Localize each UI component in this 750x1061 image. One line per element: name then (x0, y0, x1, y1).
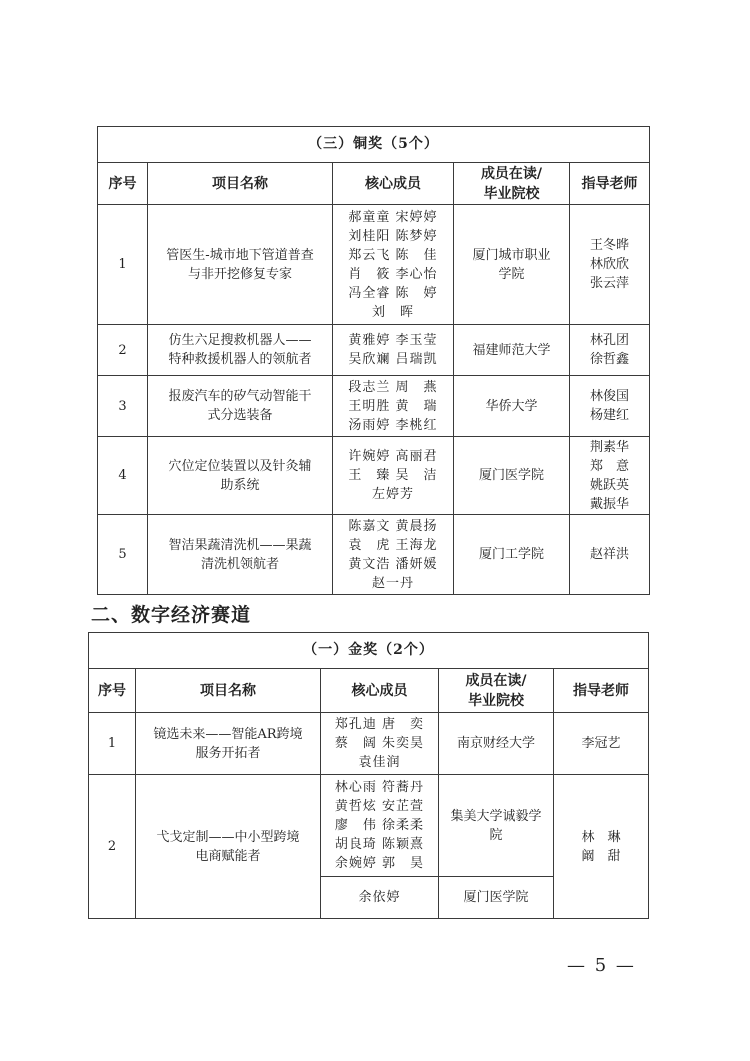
cell-advisor: 李冠艺 (554, 713, 649, 775)
gold-award-table (88, 632, 649, 919)
header-school: 成员在读/ 毕业院校 (454, 163, 570, 205)
cell-advisor: 林 琳 阚 甜 (554, 775, 649, 919)
cell-project: 镜选未来——智能AR跨境 服务开拓者 (136, 713, 321, 775)
cell-seq: 2 (89, 775, 136, 919)
cell-seq: 2 (98, 325, 148, 376)
cell-members: 黄雅婷 李玉莹 吴欣斓 吕瑞凯 (333, 325, 454, 376)
table-row (89, 775, 649, 877)
table-row (89, 713, 649, 775)
cell-school: 厦门工学院 (454, 515, 570, 595)
cell-project: 仿生六足搜救机器人—— 特种救援机器人的领航者 (148, 325, 333, 376)
cell-school: 集美大学诚毅学 院 (439, 775, 554, 877)
cell-school: 华侨大学 (454, 376, 570, 437)
cell-project: 弋戈定制——中小型跨境 电商赋能者 (136, 775, 321, 919)
cell-advisor: 赵祥洪 (570, 515, 650, 595)
cell-seq: 4 (98, 437, 148, 515)
table-caption: （一）金奖（2个） (89, 633, 649, 669)
table-row (98, 205, 650, 325)
cell-project: 智洁果蔬清洗机——果蔬 清洗机领航者 (148, 515, 333, 595)
cell-advisor: 林俊国 杨建红 (570, 376, 650, 437)
cell-project: 穴位定位装置以及针灸辅 助系统 (148, 437, 333, 515)
header-project: 项目名称 (136, 669, 321, 713)
cell-advisor: 林孔团 徐哲鑫 (570, 325, 650, 376)
header-members: 核心成员 (321, 669, 439, 713)
section-heading: 二、数字经济赛道 (91, 604, 252, 626)
cell-school: 厦门医学院 (454, 437, 570, 515)
header-seq: 序号 (98, 163, 148, 205)
header-advisor: 指导老师 (570, 163, 650, 205)
cell-project: 管医生-城市地下管道普查 与非开挖修复专家 (148, 205, 333, 325)
cell-seq: 1 (89, 713, 136, 775)
cell-members: 余依婷 (321, 877, 439, 919)
cell-members: 陈嘉文 黄晨扬 袁 虎 王海龙 黄文浩 潘妍媛 赵一丹 (333, 515, 454, 595)
cell-school: 厦门医学院 (439, 877, 554, 919)
cell-seq: 1 (98, 205, 148, 325)
cell-members: 郝童童 宋婷婷 刘桂阳 陈梦婷 郑云飞 陈 佳 肖 筱 李心怡 冯全睿 陈 婷 刘 晖 (333, 205, 454, 325)
cell-school: 福建师范大学 (454, 325, 570, 376)
header-project: 项目名称 (148, 163, 333, 205)
table-row (98, 437, 650, 515)
header-school: 成员在读/ 毕业院校 (439, 669, 554, 713)
cell-project: 报废汽车的矽气动智能干 式分选装备 (148, 376, 333, 437)
header-members: 核心成员 (333, 163, 454, 205)
header-seq: 序号 (89, 669, 136, 713)
table-caption: （三）铜奖（5个） (98, 127, 650, 163)
cell-school: 厦门城市职业 学院 (454, 205, 570, 325)
cell-advisor: 荆素华 郑 意 姚跃英 戴振华 (570, 437, 650, 515)
cell-members: 许婉婷 高丽君 王 臻 吴 洁 左婷芳 (333, 437, 454, 515)
cell-members: 段志兰 周 燕 王明胜 黄 瑞 汤雨婷 李桃红 (333, 376, 454, 437)
cell-school: 南京财经大学 (439, 713, 554, 775)
bronze-award-table (97, 126, 650, 595)
cell-seq: 3 (98, 376, 148, 437)
table-row (98, 376, 650, 437)
page-number: — 5 — (567, 955, 636, 976)
header-advisor: 指导老师 (554, 669, 649, 713)
cell-members: 林心雨 符蕎丹 黄哲炫 安芷萱 廖 伟 徐柔柔 胡良琦 陈颖熹 余婉婷 郭 昊 (321, 775, 439, 877)
table-row (98, 325, 650, 376)
cell-members: 郑孔迪 唐 奕 蔡 阔 朱奕昊 袁佳润 (321, 713, 439, 775)
cell-seq: 5 (98, 515, 148, 595)
table-row (98, 515, 650, 595)
cell-advisor: 王冬晔 林欣欣 张云萍 (570, 205, 650, 325)
